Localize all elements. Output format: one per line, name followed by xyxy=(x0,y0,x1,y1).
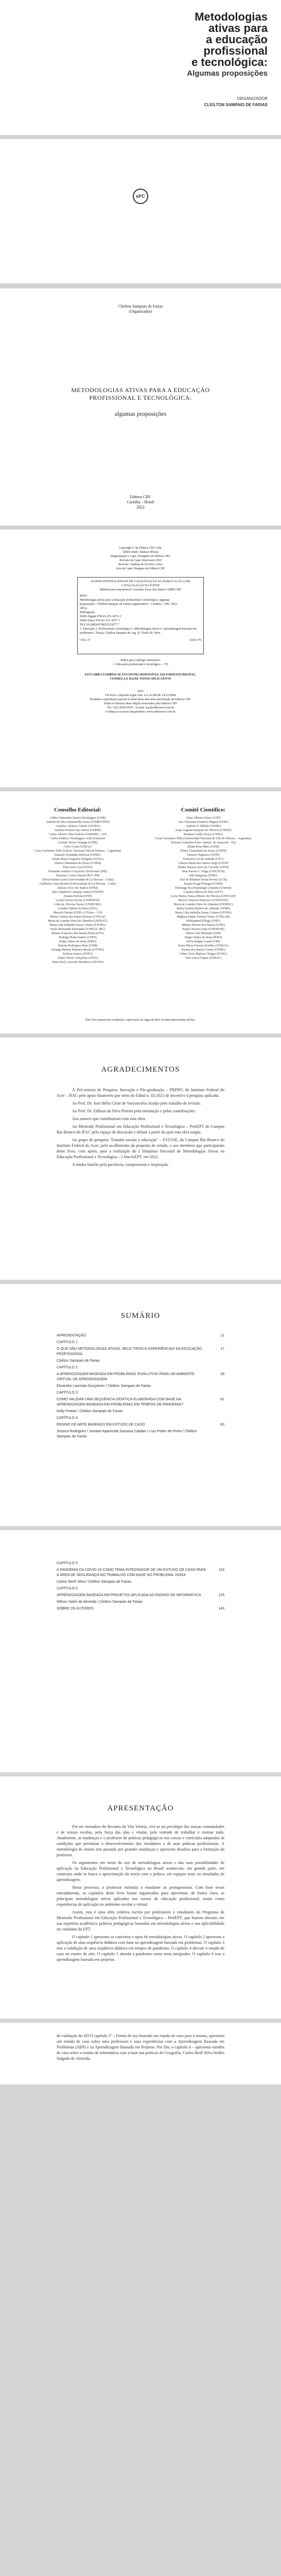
text-line: Elizeu Clementino de Souza (UNEB) xyxy=(55,862,101,865)
toc-label: A PANDEMIA DA COVID-19 COMO TEMA INTEGRADOR DE UM ESTUDO DE CASO PARA A ÁREA DE SEGURANÇA NO TRABALHO COM BASE NO PROBLEMA: HORA xyxy=(57,1568,206,1577)
text-line: João Adalberto Campato Junior (UNESP) xyxy=(51,891,104,894)
text-line: Solange Helena Ximenes-Rocha (UFOPA) xyxy=(51,948,104,952)
publisher-logo-icon: ePC xyxy=(133,189,148,204)
text-line: Anna Augusta Sampaio de Oliveira (UNESP) xyxy=(175,829,232,832)
credits: Copyright © da Editora CRV Ltda. Editor-chefe: Railson Moura Diagramação e Capa: Designers da Editora CRV Revisão da Capa: Renovarei 2022 Revisão: Analista de Escrita e Artes Arte da Capa: Designer da Editora CRV xyxy=(110,547,171,570)
text-line: Fauston Negreiros (UFPI) xyxy=(187,854,220,857)
text-line: Marcelo Paixão (UFRJ e UTexas – US) xyxy=(53,911,102,914)
toc-page: 17 xyxy=(220,1347,224,1351)
text-line: Gloria Fariñas León (Universidade de La Havana – Cuba) xyxy=(42,878,114,882)
text-line: Jussara Fraga Portugal (UNEB) xyxy=(183,883,223,886)
toc-entry[interactable] xyxy=(57,1416,224,1421)
toc-entry[interactable] xyxy=(57,1586,224,1591)
text-line: Maria Cristina dos Santos Bezerra (UFSCar) xyxy=(50,916,106,919)
text-line: Fernando Antônio Gonçalves Alcoforado (IPB) xyxy=(48,870,107,873)
text-line: Helder Buenos Aires de Carvalho (UFPI) xyxy=(178,866,229,869)
toc-label: O QUE SÃO METODOLOGIAS ATIVAS, SEUS TIPOS E EXPERIÊNCIAS NA EDUCAÇÃO PROFISSIONAL xyxy=(57,1347,202,1356)
text-line: Ana Chrystina Venancio Mignot (UERJ) xyxy=(178,821,229,824)
text-line: Gláucia Maria dos Santos Jorge (UFOP) xyxy=(178,862,229,865)
text-line: Ao Mestrado Profissional em Educação Profissional e Tecnológica – ProfEPT do Campus Rio Branco do IFAC pelo espaço de discussão e debate a partir do qual esta obra surgiu. xyxy=(57,1124,224,1134)
text-line: Nesse processo, o professor estimula o estudante ao protagonismo. Com base nesse entendimento, os capítulos deste livro foram organizados para apresentar, de forma clara, as principais metodologias ativas aplicadas nos cursos de educação profissional, assim como experiências de aplicação no ambiente escolar e virtual. xyxy=(57,1885,224,1907)
text-line: Ao grupo de pesquisa "Estudos sociais e educação" – ESTASE, do Campus Rio Branco do Instituto Federal do Acre, pelo acolhimento da proposta de estudo, e aos membros que participaram deste livro, com apoio, para a realização do I Simpósio Nacional de Metodologias Ativas na Educação Profissional e Tecnológica – I SimAtEPT, em 2021. xyxy=(57,1138,224,1159)
toc-label: CAPÍTULO 6 xyxy=(57,1587,78,1590)
text-line: Tania Suely Azevedo Brasileiro (UFOPA) xyxy=(51,961,104,964)
text-line: A minha família pela paciência, compreensão e inspiração. xyxy=(72,1162,169,1167)
text-line: Silvia Regina Canan (URI) xyxy=(186,940,220,943)
text-line: Maria Lília Imbiriba Sousa Colares (UFOPA) xyxy=(49,924,106,927)
copyright-page xyxy=(0,530,281,787)
toc-entry[interactable] xyxy=(57,1384,224,1389)
toc-label: Wilson Salim de Almeida / Cleilton Sampaio de Farias xyxy=(57,1600,143,1604)
toc-entry[interactable] xyxy=(57,1429,224,1439)
publisher-block: Editora CRV Curitiba – Brasil 2022 xyxy=(127,495,154,510)
scientific-committee: Comitê Científico: Altair Alberto Fávero (UPF) Ana Chrystina Venancio Mignot (UERJ) Andréia N. Militão (UEMS) Anna Augusta Sampaio de Oliveira (UNESP) Barbara Coelho Neves (UFBA) Cesar Gerónimo Tello (Universidad Nacional de Três de Febrero – Argentina) Diosnel Centurion (Univ Americ. de Asunción – Py) Eliane Rose Maio (UEM) Elizeu Clementino de Souza (UNEB) Fauston Negreiros (UFPI) Francisco Ari de Andrade (UFC) Gláucia Maria dos Santos Jorge (UFOP) Helder Buenos Aires de Carvalho (UFPI) Ilma Passos A. Veiga (UNICEUB) Inês Bragança (UERJ) José de Ribamar Sousa Pereira (UCB) Jussara Fraga Portugal (UNEB) Kilwangy Kya Kapitango-a-Samba (Unemat) Lourdes Helena da Silva (UFV) Lucia Marisy Souza Ribeiro de Oliveira (UNIVASF) Marcos Vinicius Francisco (UNOESTE) Maria de Lourdes Pinto de Almeida (UNOESC) Maria Eurácia Barreto de Andrade (UFRB) Maria Lília Imbiriba Sousa Colares (UFOPA) Míghian Danae Ferreira Nunes (UNILAB) Mohammed Elhajji (UFRJ) Mônica Pereira dos Santos (UFRJ) Najela Tavares Ujiie (UNESPAR) Nilson José Machado (USP) Sérgio Nunes de Jesus (IFRO) Silvia Regina Canan (URI) Sonia Maria Ferreira Koehler (UNISAL) Suzana dos Santos Gomes (UFMG) Vânia Alves Martins Chaigar (FURG) Vera Lucia Gaspar (UDESC) xyxy=(145,807,261,960)
text-line: Jailson Alves dos Santos (UFRJ) xyxy=(57,887,98,890)
text-line: Mohammed Elhajji (UFRJ) xyxy=(186,920,220,923)
summary-page xyxy=(0,1284,281,1526)
toc-label: CAPÍTULO 2 xyxy=(57,1366,78,1369)
text-line: Lourdes Helena da Silva (UFV) xyxy=(58,907,98,910)
toc-label: CAPÍTULO 5 xyxy=(57,1562,78,1565)
text-line: Maria Lília Imbiriba Sousa Colares (UFOPA) xyxy=(175,911,232,914)
toc-entry[interactable] xyxy=(57,1397,224,1408)
text-line: Sérgio Nunes de Jesus (IFRO) xyxy=(59,940,97,943)
text-line: Inês Bragança (UERJ) xyxy=(189,874,217,877)
toc-entry[interactable] xyxy=(57,1593,224,1598)
cover-organizer: ORGANIZADOR CLEILTON SAMPAIO DE FARIAS xyxy=(204,96,268,107)
text-line: Maria Eurácia Barreto de Andrade (UFRB) xyxy=(177,907,230,910)
digital-notice: ESTA OBRA TAMBÉM SE ENCONTRA DISPONÍVEL EM FORMATO DIGITAL. CONHEÇA E BAIXE NOSSO APLICATIVO! xyxy=(84,673,197,681)
presentation-page xyxy=(0,1776,281,2019)
text-line: Carmen Tereza Velanga (UNIR) xyxy=(58,841,98,844)
text-line: Ilma Passos A. Veiga (UNICEUB) xyxy=(182,870,225,873)
text-line: Cesar Gerónimo Tello (Univer. Nacional Três de Febrero – Argentina) xyxy=(34,850,121,853)
toc-label: COMO VALIDAR UMA SEQUÊNCIA DIDÁTICA ELABORADA COM BASE NA APRENDIZAGEM BASEADA EM PROBLEMAS EM TEMPOS DE PANDEMIA? xyxy=(57,1398,183,1406)
toc-label: SOBRE OS AUTORES xyxy=(57,1607,94,1611)
toc-entry[interactable] xyxy=(57,1580,224,1585)
summary-list-2 xyxy=(57,1561,224,1613)
book-title: METODOLOGIAS ATIVAS PARA A EDUCAÇÃO PROFISSIONAL E TECNOLÓGICA: xyxy=(71,386,210,401)
text-line: Andréia N. Militão (UEMS) xyxy=(186,825,221,828)
text-line: Maria de Lourdes Pinto de Almeida (UNOESC) xyxy=(48,920,108,923)
text-line: Guillermo Arias Beatón (Universidade de La Havana – Cuba) xyxy=(39,883,116,886)
toc-label: APRENDIZAGEM BASEADA EM PROJETOS APLICADA AO ENSINO DE INFORMÁTICA xyxy=(57,1594,201,1597)
text-line: Cesar Gerónimo Tello (Universidad Nacional de Três de Febrero – Argentina) xyxy=(155,837,252,840)
index-block: Índice para catálogo sistemático 1. Educação profissional e tecnológica – 370 xyxy=(113,659,168,666)
toc-label: Kelly Freitas / Cleilton Sampaio de Farias xyxy=(57,1410,123,1413)
text-line: Élsio José Corá (UFFS) xyxy=(63,866,93,869)
toc-entry[interactable] xyxy=(57,1365,224,1370)
text-line: Maria de Lourdes Pinto de Almeida (UNOESC) xyxy=(173,903,233,906)
text-line: Leonel Severo Rocha (UNISINOS) xyxy=(56,899,100,902)
text-line: Lourdes Helena da Silva (UFV) xyxy=(183,891,223,894)
text-line: Tadeu Oliver Gonçalves (UFPA) xyxy=(57,957,98,960)
acknowledgments-heading: AGRADECIMENTOS xyxy=(101,1065,180,1074)
toc-entry[interactable] xyxy=(57,1347,224,1357)
text-line: Mônica Pereira dos Santos (UFRJ) xyxy=(182,924,225,927)
toc-label: APRESENTAÇÃO xyxy=(57,1334,86,1337)
text-line: Francisco Ari de Andrade (UFC) xyxy=(183,858,224,861)
title-page xyxy=(0,289,281,526)
text-line: Sérgio Nunes de Jesus (IFRO) xyxy=(184,936,222,939)
cover-title: Metodologias ativas para a educação profissional e tecnológica: xyxy=(191,10,268,69)
text-line: O capítulo 1 apresenta os conceitos e tipos de metodologias ativas. O capítulo 2 apresenta a aplicação de uma sequência didática com base na aprendizagem baseada em problemas. O capítulo 3 traz a validação de uma sequência didática em tempos de pandemia. O capítulo 4 discute o estudo de caso no ensino de arte. O capítulo 5 aborda a pandemia como tema integrador. O capítulo 6 traz a aprendizagem baseada em projetos. xyxy=(57,1935,224,1962)
text-line: Sonia Maria Ferreira Koehler (UNISAL) xyxy=(178,944,229,947)
summary-list xyxy=(57,1333,224,1441)
summary-heading: SUMÁRIO xyxy=(120,1312,161,1320)
text-line: Anselmo Alencar Colares (UFOPA) xyxy=(55,825,100,828)
toc-entry[interactable] xyxy=(57,1561,224,1566)
text-line: Ao Prof. Dr. José Hélio Cirne de Vasconcelos Araújo pelo trabalho de revisão. xyxy=(72,1101,201,1106)
text-line: Andréia da Silva Quintanilha Sousa (UNIR/UFRN) xyxy=(46,821,110,824)
toc-entry[interactable] xyxy=(57,1409,224,1414)
text-line: Marcos Vinicius Francisco (UNOESTE) xyxy=(178,899,229,902)
acknowledgments-page xyxy=(0,1038,281,1280)
toc-entry[interactable] xyxy=(57,1600,224,1605)
toc-label: Cleilton Sampaio de Farias xyxy=(57,1359,100,1363)
text-line: Celso Conti (UFSCar) xyxy=(64,845,92,849)
text-line: Lucia Marisy Souza Ribeiro de Oliveira (UNIVASF) xyxy=(170,895,236,898)
book-subtitle: algumas proposições xyxy=(114,410,167,417)
toc-page: 39 xyxy=(220,1372,224,1376)
text-line: Najela Tavares Ujiie (UNESPAR) xyxy=(182,928,224,931)
text-line: Lídia de Oliveira Xavier (UNIEURO) xyxy=(54,903,101,906)
toc-label: CAPÍTULO 1 xyxy=(57,1341,78,1344)
text-line: Os argumentos em torno do uso de metodologias ativas e das suas possibilidades de aplicação na Educação Profissional e Tecnológica no Brasil acontecem, em grande parte, em contextos onde se busca a aproximação da teoria com a prática, em espaços reais ou simulados de aprendizagem. xyxy=(57,1860,224,1882)
text-line: Elione Maria Nogueira Diógenes (UFAL) xyxy=(51,858,104,861)
toc-label: CAPÍTULO 4 xyxy=(57,1416,78,1420)
text-line: Diosnel Centurion (Univ Americ. de Asunción – Py) xyxy=(171,841,236,844)
text-line: Vera Lucia Gaspar (UDESC) xyxy=(185,957,221,960)
text-line: Assim, esta é uma obra coletiva escrita por professores e estudantes do Programa de Mestrado Profissional em Educação Profissional e Tecnológica – ProfEPT, que buscou discutir, em sua trajetória acadêmica, práticas pedagógicas baseadas em metodologias ativas e sua aplicabilidade no cotidiano da EPT. xyxy=(57,1910,224,1931)
text-line: Altair Alberto Fávero (UPF) xyxy=(185,817,221,820)
text-line: Rodrigo Pratte-Santos (UFES) xyxy=(59,936,97,939)
cover-page xyxy=(0,0,281,135)
toc-entry[interactable] xyxy=(57,1568,224,1578)
text-line: Barbara Coelho Neves (UFBA) xyxy=(184,833,223,836)
text-line: Kilwangy Kya Kapitango-a-Samba (Unemat) xyxy=(175,887,232,890)
rights-block: 2022 Foi feito o depósito legal conf. Lei 10.994 de 14/12/2004 Proibida a reprodução parcial ou total desta obra sem autorização da Editora CRV Todos os direitos desta edição reservados pela Editora CRV Tel.: (41) 3039-6418 – E-mail: sac@editoracrv.com.br Conheça os nossos lançamentos: www.editoracrv.com.br xyxy=(90,690,191,714)
presentation-body xyxy=(57,1824,224,1964)
logo-page xyxy=(0,139,281,283)
toc-entry[interactable] xyxy=(57,1359,224,1364)
summary-page-2 xyxy=(0,1530,281,1772)
toc-entry[interactable] xyxy=(57,1372,224,1382)
editorial-council: Conselho Editorial: Aldira Guimarães Duarte Domínguez (UNB) Andréia da Silva Quintanilha Sousa (UNIR/UFRN) Anselmo Alencar Colares (UFOPA) Antônio Pereira Gaio Júnior (UFRRJ) Carlos Alberto Vilar Estêvão (UMINHO – PT) Carlos Federico Dominguez Avila (Unieuro) Carmen Tereza Velanga (UNIR) Celso Conti (UFSCar) Cesar Gerónimo Tello (Univer. Nacional Três de Febrero – Argentina) Eduardo Fernandes Barbosa (UFMG) Elione Maria Nogueira Diógenes (UFAL) Elizeu Clementino de Souza (UNEB) Élsio José Corá (UFFS) Fernando Antônio Gonçalves Alcoforado (IPB) Francisco Carlos Duarte (PUC-PR) Gloria Fariñas León (Universidade de La Havana – Cuba) Guillermo Arias Beatón (Universidade de La Havana – Cuba) Jailson Alves dos Santos (UFRJ) João Adalberto Campato Junior (UNESP) Josania Portela (UFPI) Leonel Severo Rocha (UNISINOS) Lídia de Oliveira Xavier (UNIEURO) Lourdes Helena da Silva (UFV) Marcelo Paixão (UFRJ e UTexas – US) Maria Cristina dos Santos Bezerra (UFSCar) Maria de Lourdes Pinto de Almeida (UNOESC) Maria Lília Imbiriba Sousa Colares (UFOPA) Paulo Romualdo Hernandes (UNIFAL-MG) Renato Francisco dos Santos Paula (UFG) Rodrigo Pratte-Santos (UFES) Sérgio Nunes de Jesus (IFRO) Simone Rodrigues Pinto (UNB) Solange Helena Ximenes-Rocha (UFOPA) Sydione Santos (UEPG) Tadeu Oliver Gonçalves (UFPA) Tania Suely Azevedo Brasileiro (UFOPA) xyxy=(20,807,136,964)
text-line: Nilson José Machado (USP) xyxy=(185,932,221,935)
toc-page: 103 xyxy=(218,1568,224,1572)
author-block: Cleilton Sampaio de Farias (Organizador) xyxy=(118,304,163,314)
text-line: Suzana dos Santos Gomes (UFMG) xyxy=(181,948,225,952)
toc-page: 125 xyxy=(218,1594,224,1597)
toc-label: Jessica Rodrigues / Josiane Aparecida Santana Catalan / Luiz Pedro de Pinho / Cleilton Sampaio de Farias xyxy=(57,1430,197,1438)
text-line: Simone Rodrigues Pinto (UNB) xyxy=(58,944,98,947)
presentation-heading: APRESENTAÇÃO xyxy=(107,1804,174,1812)
toc-entry[interactable] xyxy=(57,1606,224,1612)
toc-entry[interactable] xyxy=(57,1333,224,1338)
toc-entry[interactable] xyxy=(57,1340,224,1345)
text-line: Carlos Alberto Vilar Estêvão (UMINHO – PT) xyxy=(48,833,107,836)
text-line: Aos autores que contribuíram com esta obra. xyxy=(72,1116,146,1121)
text-line: Francisco Carlos Duarte (PUC-PR) xyxy=(56,874,100,877)
text-line: Eduardo Fernandes Barbosa (UFMG) xyxy=(54,854,101,857)
toc-entry[interactable] xyxy=(57,1422,224,1428)
cip-box: DADOS INTERNACIONAIS DE CATALOGAÇÃO NA PUBLICAÇÃO (CIP) CATALOGAÇÃO NA FONTE Bibliotecária responsável: Luzenira Alves dos Santos CRB9/1506 M593 Metodologias ativas para a educação profissional e tecnológica: algumas proposições / Cleilton Sampaio de Farias (organizador) – Curitiba : CRV, 2022. 200 p. Bibliografia ISBN Digital 978-65-251-3075-3 ISBN Físico 978-65-251-3077-7 DOI 10.24824/978652513077.7 1. Educação 2. Profissional e tecnológica 3. Metodologias ativas 4. Aprendizagem baseada em problemas I. Farias, Cleilton Sampaio de, org. II. Título III. Série. CDU 37 CDD 370 xyxy=(77,577,204,654)
text-line: Paulo Romualdo Hernandes (UNIFAL-MG) xyxy=(50,928,106,931)
presentation-continued xyxy=(0,2023,281,2084)
peer-review-note: Este livro passou por avaliação e aprovação às cegas de dois ou mais pareceristas ad hoc. xyxy=(85,1019,196,1022)
cover-subtitle: Algumas proposições xyxy=(187,69,268,78)
text-line: Elizeu Clementino de Souza (UNEB) xyxy=(180,850,226,853)
presentation-closing: de validação do SD O capítulo 5º – Ferma de seu baseado em estudo de caso para o ensino, apresenta um estudo de caso sobre uma professora e suas experiências com a Aprendizagem Baseada em Problemas (ABP) e na Aprendizagem Baseada em Projetos. Por fim, o capítulo 6 – apresenta estudos de caso sobre o ensino de informática com a base nas práticas de Geografia. Carlos Iberê Silva Wallin Salgado de Almeida. xyxy=(57,2033,224,2061)
councils-page xyxy=(0,791,281,1033)
text-line: Míghian Danae Ferreira Nunes (UNILAB) xyxy=(177,916,230,919)
text-line: José de Ribamar Sousa Pereira (UCB) xyxy=(180,878,227,882)
toc-page: 11 xyxy=(220,1334,224,1337)
toc-page: 61 xyxy=(220,1398,224,1401)
text-line: Sydione Santos (UEPG) xyxy=(62,953,93,956)
text-line: Aldira Guimarães Duarte Domínguez (UNB) xyxy=(49,817,106,820)
acknowledgments-body xyxy=(57,1087,224,1170)
toc-label: A APRENDIZAGEM BASEADA EM PROBLEMAS 'EVOLUTIVA' PARA UM AMBIENTE VIRTUAL DE APRENDIZAGEM xyxy=(57,1372,195,1381)
text-line: Por ser moradora do Recanto da Vila Vitória, vivi-se no privilégio das nossas comunidades e de nossas escolas, pela força das idas e vindas, pela vontade de trabalhar e ensinar tudo. Atualmente, as mudanças e o professor de práticas pedagógicas nos cursos e currículos adaptados às condições que permitam o desenvolvimento dos estudantes e de suas práticas profissionais. A metodologia de ensino tem passado por grandes mudanças e apresenta desafios para a formação do professor. xyxy=(57,1824,224,1857)
text-line: Ao Prof. Dr. Edilson da Silva Pereira pela orientação e pelas contribuições. xyxy=(72,1109,196,1113)
text-line: Josania Portela (UFPI) xyxy=(63,895,92,898)
toc-entry[interactable] xyxy=(57,1391,224,1396)
toc-page: 143 xyxy=(218,1607,224,1611)
text-line: Carlos Federico Dominguez Avila (Unieuro) xyxy=(50,837,106,840)
toc-label: ENSINO DE ARTE BASEADO EM ESTUDO DE CASO xyxy=(57,1423,145,1427)
text-line: Eliane Rose Maio (UEM) xyxy=(187,845,219,849)
toc-label: CAPÍTULO 3 xyxy=(57,1391,78,1395)
text-line: Vânia Alves Martins Chaigar (FURG) xyxy=(180,953,227,956)
toc-label: Elisandra Laurinda Gonçalves / Cleilton Sampaio de Farias xyxy=(57,1384,151,1388)
text-line: Renato Francisco dos Santos Paula (UFG) xyxy=(51,932,104,935)
text-line: À Pró-reitoria de Pesquisa, Inovação e Pós-graduação – PRPIPG do Instituto Federal do Acre – IFAC pelo apoio financeiro por meio do Edital n. 02/2021 de incentivo à pesquisa aplicada. xyxy=(57,1088,224,1098)
toc-label: Carlos Iberê Silva / Cleilton Sampaio de Farias xyxy=(57,1580,132,1584)
text-line: Antônio Pereira Gaio Júnior (UFRRJ) xyxy=(54,829,101,832)
toc-page: 83 xyxy=(220,1423,224,1427)
